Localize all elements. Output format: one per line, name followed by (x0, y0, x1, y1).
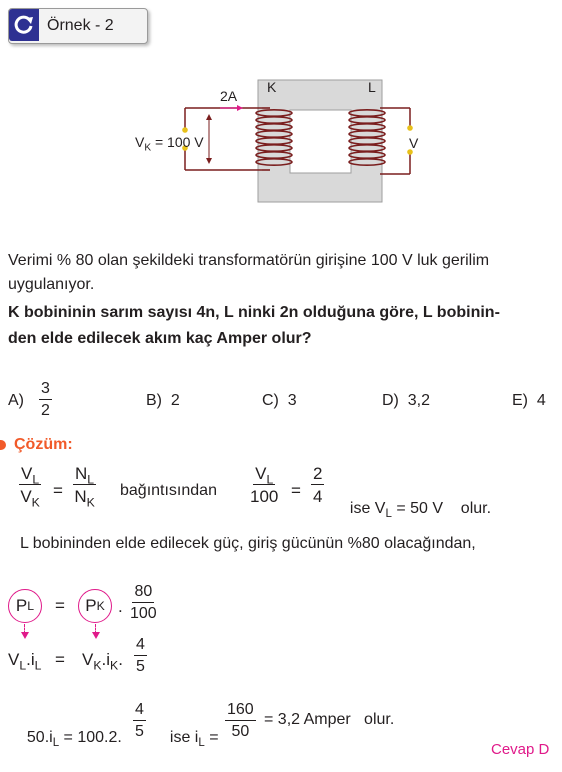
pk-arrow-icon (92, 632, 100, 639)
relation-text: bağıntısından (120, 482, 217, 499)
pk-circle: P K (78, 589, 112, 623)
equals-sign: = (55, 596, 65, 615)
solution-bullet (0, 440, 6, 450)
problem-line-1: Verimi % 80 olan şekildeki transformatörün girişine 100 V luk gerilim (8, 252, 490, 269)
option-e[interactable]: E) 4 (512, 392, 546, 409)
final-equation-left: $50.i_L = 100.2$. (26, 729, 122, 750)
final-fraction-160-50: $\frac{160}{50}$ (227, 701, 254, 740)
refresh-icon-box (9, 9, 39, 41)
ratio-vl-100: $\frac{V_L}{100}$ (250, 464, 279, 506)
option-c[interactable]: C) 3 (262, 392, 297, 409)
equals-sign: = (55, 650, 65, 669)
option-d[interactable]: D) 3,2 (382, 392, 431, 409)
solution-title: Çözüm: (14, 436, 73, 453)
equals-sign: = (291, 481, 301, 500)
example-title: Örnek - 2 (47, 17, 114, 34)
ratio-2-4: $\frac{2}{4}$ (313, 464, 323, 506)
output-power-expr: $V_L.i_L$ (8, 650, 42, 673)
problem-line-2: uygulanıyor. (8, 276, 95, 293)
problem-question-2: den elde edilecek akım kaç Amper olur? (8, 330, 312, 347)
fraction-4-5: $\frac{4}{5}$ (136, 636, 145, 675)
power-statement: L bobininden elde edilecek güç, giriş gücünün %80 olacağından, (20, 535, 476, 552)
circular-arrow-icon (9, 9, 39, 41)
ratio-nl-nk: $\frac{N_L}{N_K}$ (74, 464, 95, 510)
multiply-dot: . (118, 597, 123, 616)
problem-question-1: K bobininin sarım sayısı 4n, L ninki 2n olduğuna göre, L bobinin- (8, 304, 500, 321)
equals-sign: = (53, 481, 63, 500)
input-power-expr: $V_K.i_K$. (82, 650, 123, 673)
secondary-voltage-label: V (409, 135, 419, 151)
fraction-80-100: $\frac{80}{100}$ (130, 583, 157, 622)
answer-label: Cevap D (491, 741, 550, 758)
option-a-label[interactable]: A) (8, 392, 24, 409)
core-window (290, 110, 351, 173)
vl-result: ise $V_L = 50$ V olur. (349, 500, 492, 521)
final-result: = 3,2 Amper olur. (264, 711, 395, 728)
final-equation-mid: ise $i_L$ = (169, 729, 219, 750)
primary-voltage-label: $V_K = 100$ V (135, 134, 204, 154)
option-b[interactable]: B) 2 (146, 392, 180, 409)
pl-arrow-icon (21, 632, 29, 639)
current-label: 2A (220, 88, 238, 104)
coil-l-label: L (368, 79, 376, 95)
option-a-fraction: $\frac{3}{2}$ (41, 380, 50, 419)
coil-k-label: K (267, 79, 277, 95)
pl-circle: P L (8, 589, 42, 623)
final-fraction-4-5: $\frac{4}{5}$ (135, 701, 144, 740)
ratio-vl-vk: $\frac{V_L}{V_K}$ (20, 464, 40, 510)
